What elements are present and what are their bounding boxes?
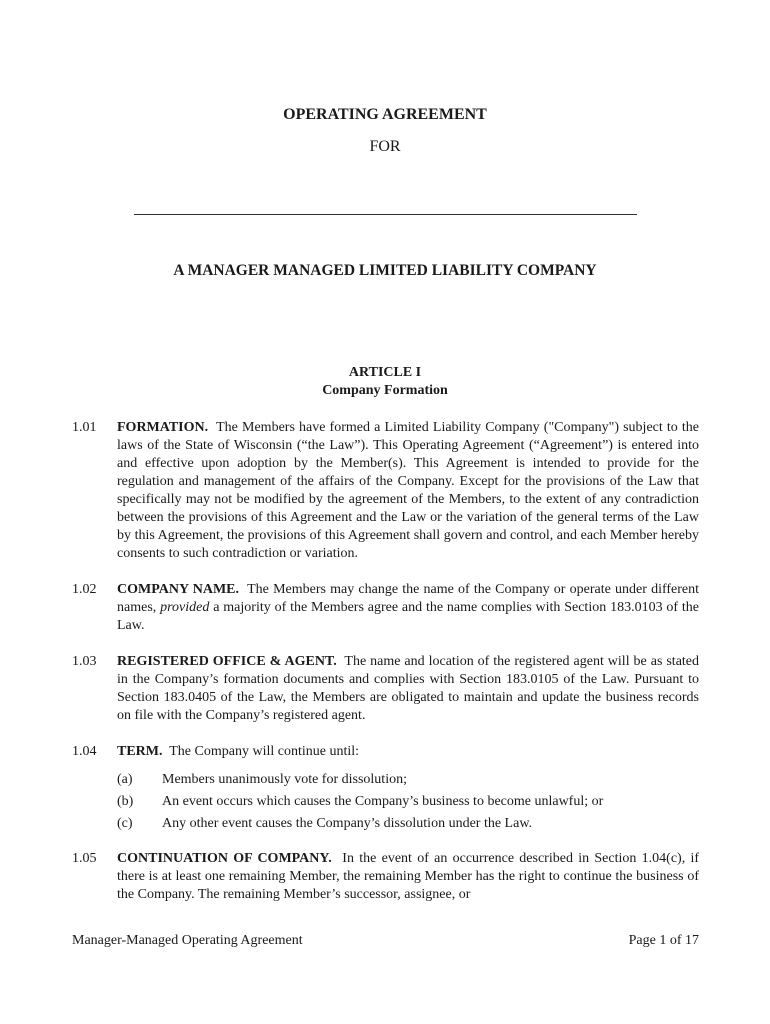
list-item-text: Members unanimously vote for dissolution; bbox=[162, 772, 407, 787]
section-heading: CONTINUATION OF COMPANY. bbox=[117, 851, 332, 866]
section-text: The name and location of the registered agent will be as stated in the Company’s formation documents and complies with Section 183.0105 of the Law. Pursuant to Section 183.0405 of the Law, the Members are obligated to maintain and update the business records on file with the Company’s registered agent. bbox=[117, 654, 700, 723]
section-1-05 bbox=[72, 850, 699, 904]
section-1-03 bbox=[72, 653, 699, 725]
section-number: 1.05 bbox=[72, 851, 97, 866]
section-1-02 bbox=[72, 581, 699, 635]
article-number: ARTICLE I bbox=[348, 365, 422, 380]
section-1-04 bbox=[72, 743, 699, 761]
section-number: 1.02 bbox=[72, 582, 97, 597]
section-text: The Members may change the name of the Company or operate under different names, bbox=[117, 582, 700, 615]
section-body bbox=[117, 653, 699, 725]
list-item-letter: (c) bbox=[117, 816, 133, 831]
footer-document-name: Manager-Managed Operating Agreement bbox=[72, 933, 303, 948]
document-subtitle: A MANAGER MANAGED LIMITED LIABILITY COMPANY bbox=[173, 262, 597, 279]
list-item-text: An event occurs which causes the Company’s business to become unlawful; or bbox=[162, 794, 604, 809]
section-text: The Company will continue until: bbox=[169, 744, 360, 759]
section-text-italic: provided bbox=[160, 600, 210, 615]
list-item-text: Any other event causes the Company’s dissolution under the Law. bbox=[162, 816, 533, 831]
section-heading: COMPANY NAME. bbox=[117, 582, 239, 597]
section-body bbox=[117, 850, 699, 904]
section-text: a majority of the Members agree and the name complies with Section 183.0103 of the Law. bbox=[117, 600, 700, 633]
for-label: FOR bbox=[369, 138, 401, 155]
section-text: In the event of an occurrence described in Section 1.04(c), if there is at least one remaining Member, the remaining Member has the right to continue the business of the Company. The remaining Member’s successor, assignee, or bbox=[117, 851, 700, 902]
section-1-01 bbox=[72, 419, 699, 563]
document-title: OPERATING AGREEMENT bbox=[283, 106, 487, 123]
company-name-blank-line bbox=[134, 214, 637, 215]
list-item bbox=[117, 771, 657, 789]
section-number: 1.04 bbox=[72, 744, 97, 759]
section-text: The Members have formed a Limited Liability Company ("Company") subject to the laws of the State of Wisconsin (“the Law”). This Operating Agreement (“Agreement”) is entered into and effective upon adoption by the Member(s). This Agreement is intended to provide for the regulation and management of the affairs of the Company. Except for the provisions of the Law that specifically may not be modified by the agreement of the Members, to the extent of any contradiction between the provisions of this Agreement and the Law or the variation of the general terms of the Law by this Agreement, the provisions of this Agreement shall govern and control, and each Member hereby consents to such contradiction or variation. bbox=[117, 420, 699, 561]
footer-page-number: Page 1 of 17 bbox=[628, 933, 699, 948]
list-item-letter: (a) bbox=[117, 772, 133, 787]
section-heading: TERM. bbox=[117, 744, 163, 759]
list-item bbox=[117, 815, 657, 833]
section-number: 1.01 bbox=[72, 420, 97, 435]
list-item bbox=[117, 793, 657, 811]
section-number: 1.03 bbox=[72, 654, 97, 669]
list-item-letter: (b) bbox=[117, 794, 134, 809]
section-heading: REGISTERED OFFICE & AGENT. bbox=[117, 654, 337, 669]
section-body bbox=[117, 419, 699, 563]
article-title: Company Formation bbox=[322, 383, 448, 398]
section-body bbox=[117, 581, 699, 635]
section-body bbox=[117, 743, 699, 761]
section-heading: FORMATION. bbox=[117, 420, 209, 435]
